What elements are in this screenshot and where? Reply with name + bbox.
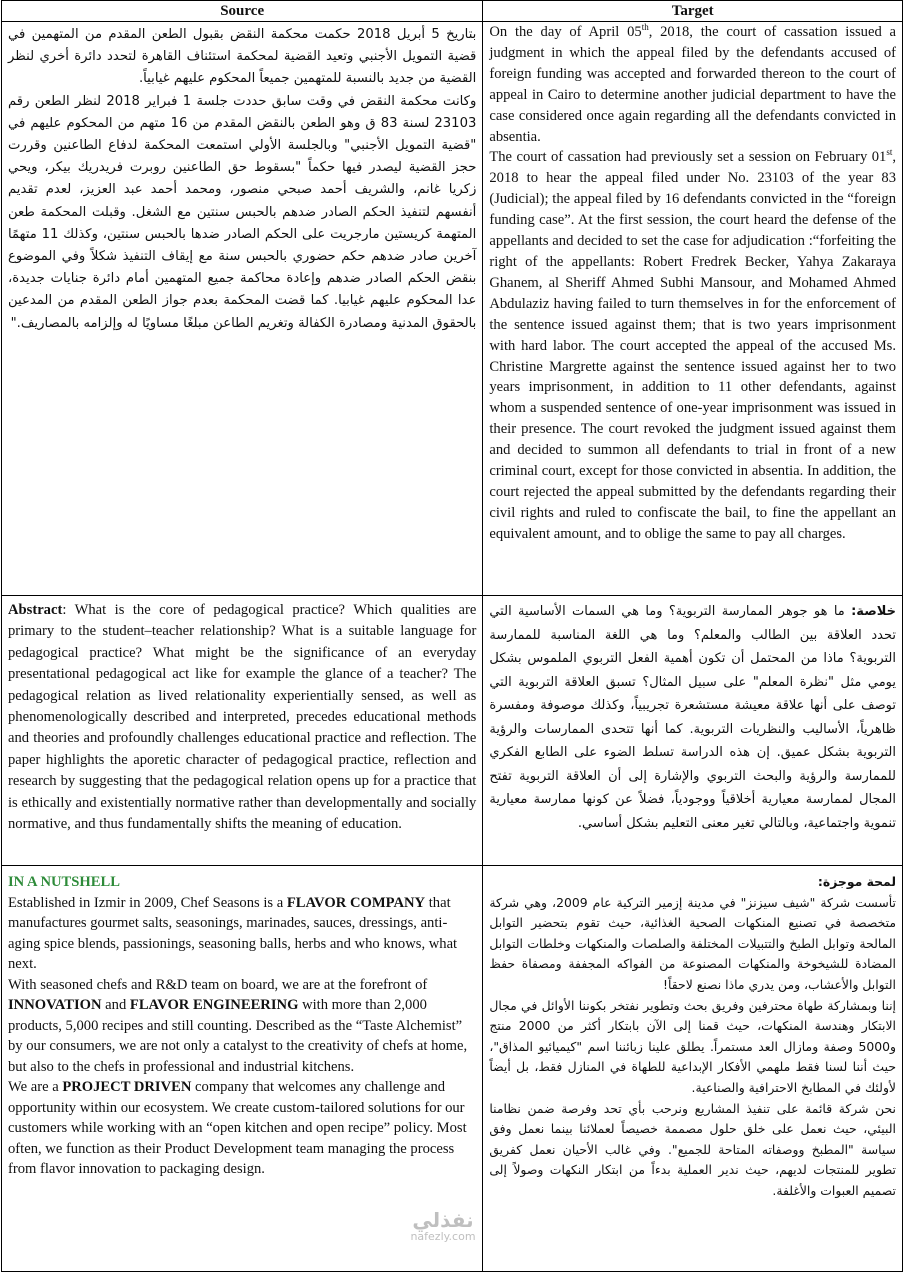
section-heading: IN A NUTSHELL	[8, 874, 120, 890]
source-paragraph: Established in Izmir in 2009, Chef Seasons is a FLAVOR COMPANY that manufactures gourmet salts, seasonings, marinades, sauces, dressings, anti-aging spice blends, passionings, seasoning balls, herbs and who knows, what next.	[8, 894, 458, 972]
target-paragraph: On the day of April 05th, 2018, the court of cassation issued a judgment in which the appeal filed by the defendants accused of foreign funding was accepted and forwarded thereon to the court of appeal in Cairo to determine another judicial department to have the case considered once again regarding all the defendants convicted in absentia.	[489, 22, 897, 145]
source-cell-arabic-legal	[2, 22, 483, 596]
target-header: Target	[483, 1, 903, 22]
translation-table	[1, 0, 903, 1272]
target-cell-abstract-arabic	[483, 596, 903, 866]
source-paragraph: بتاريخ 5 أبريل 2018 حكمت محكمة النقض بقبول الطعن المقدم من المتهمين في قضية التمويل الأجنبي وتعيد القضية لمحكمة استئناف القاهرة لتحدد دائرة أخري لنظر القضية من جديد بالنسبة للمتهمين جميعاً المحكوم عليهم غيابياً.	[8, 27, 477, 87]
abstract-label-arabic: خلاصة:	[851, 604, 896, 619]
target-paragraph: The court of cassation had previously set a session on February 01st, 2018 to hear the appeal filed under No. 23103 of the year 83 (Judicial); the appeal filed by 16 defendants convicted in the “foreign funding case”. At the first session, the court heard the defense of the appellants and decided to set the case for adjudication :“forfeiting the right of the appellants: Robert Fredrek Becker, Yahya Zakaraya Ghanem, al Sheriff Ahmed Subhi Mansour, and Mohamed Ahmed Abdulaziz having failed to turn themselves in for the enforcement of the sentence issued against them; that is two years imprisonment with hard labor. The court accepted the appeal of the accused Ms. Christine Margrette against the sentence issued against her to two years imprisonment, in addition to 11 other defendants, against whom a suspended sentence of one-year imprisonment was issued in their presence. The court revoked the judgment issued against them and decided to summon all defendants to trial in front of a new criminal court, except for those convicted in absentia. In addition, the court rejected the appeal submitted by the defendants regarding their civil rights and ruled to confiscate the bail, to fine the appellant an equivalent amount, and to oblige the same to pay all charges.	[489, 147, 896, 542]
source-paragraph: وكانت محكمة النقض في وقت سابق حددت جلسة 1 فبراير 2018 لنظر الطعن رقم 23103 لسنة 83 ق وهو الطعن بالنقض المقدم من 16 متهم من المحكوم عليهم في "قضية التمويل الأجنبي" وبالجلسة الأولي استمعت المحكمة لدفاع الطاعنين وقررت حجز القضية ليصدر فيها حكماً "بسقوط حق الطاعنين روبرت فريدريك بيكر، ويحي زكريا غانم، والشريف أحمد صبحي منصور، ومحمد أحمد عبد العزيز، لعدم تقديم أنفسهم لتنفيذ الحكم الصادر ضدهم بالحبس سنتين مع الشغل. وقبلت المحكمة طعن المتهمة كريستين مارجريت على الحكم الصادر ضدها بالحبس سنتين، وكذلك 11 متهمًا آخرين صادر ضدهم حكم حضوري بالحبس سنة مع إيقاف التنفيذ شكلاً وفي الموضوع بنقض الحكم الصادر ضدهم وإعادة محاكمة جميع المتهمين أمام دائرة جنايات جديدة، عدا المحكوم عليهم غيابيا. كما قضت المحكمة بعدم جواز الطعن المقدم من المدعين بالحقوق المدنية ومصادرة الكفالة وتغريم الطاعن مبلغًا مساويًا له وإلزامه بالمصاريف."	[8, 93, 477, 331]
target-paragraph: إننا وبمشاركة طهاة محترفين وفريق بحث وتطوير نفتخر بكوننا الأوائل في مجال الابتكار وهندسة المنكهات، حيث قمنا إلى الآن بابتكار أكثر من 2000 منتج و5000 وصفة ومازال العد مستمراً. يطلق علينا زبائننا اسم "كيميائيو المذاق"، حيث أننا لسنا فقط ملهمي الأفكار الإبداعية للطهاة في المنازل فقط، بل أيضاً لأولئك في المطابخ الاحترافية والصناعية.	[489, 997, 896, 1095]
target-cell-english-legal	[483, 22, 903, 596]
watermark-logo: نفذلي nafezly.com	[410, 1208, 476, 1243]
source-header: Source	[2, 1, 483, 22]
target-paragraph: تأسست شركة "شيف سيزنز" في مدينة إزمير التركية عام 2009، وهي شركة متخصصة في تصنيع المنكهات الصحية الغذائية، حيث تقوم بتحضير التوابل المالحة وتوابل الطبخ والتتبيلات المختلفة والصلصات والمنكهات وخلطات التوابل المضادة للشيخوخة والمنكهات المصنوعة من الفواكه المجففة ومصفاة حفظ التوابل والأعشاب، ومن يدري ماذا نصنع لاحقاً!	[489, 894, 897, 992]
table-row	[2, 22, 903, 596]
header-row	[2, 1, 903, 22]
source-paragraph: We are a PROJECT DRIVEN company that welcomes any challenge and opportunity within our ecosystem. We create custom-tailored solutions for our customers while working with an “open kitchen and open recipe” policy. Most often, we function as their Product Development team managing the process from flavor innovation to packaging design.	[8, 1079, 467, 1177]
abstract-text: : What is the core of pedagogical practice? Which qualities are primary to the student–teacher relationship? What is a suitable language for pedagogical practice? What might be the significance of an everyday presentational pedagogical act like for example the glance of a teacher? The pedagogical relation as lived relationality experientially sensed, as well as phenomenologically described and interpreted, precedes educational methods and theories and profoundly challenges educational practice and reflection. The paper highlights the aporetic character of pedagogical practice, reflection and research by suggesting that the pedagogical relation opens up for a practice that is ethically and existentially normative rather than developmentally and socially normative, and thus fundamentally shifts the meaning of education.	[8, 602, 477, 833]
abstract-label: Abstract	[8, 602, 63, 618]
abstract-text-arabic: ما هو جوهر الممارسة التربوية؟ وما هي السمات الأساسية التي تحدد العلاقة بين الطالب والمعلم؟ وما هي اللغة المناسبة للممارسة التربوية؟ ماذا من المحتمل أن تكون أهمية الفعل التربوي الملموس بشكل يومي مثل "نظرة المعلم" على سبيل المثال؟ تسبق العلاقة التربوية التي توصف على أنها علاقة معيشة مستشعرة تجريبياً، وكذلك موصوفة ومفسرة ظاهرياً، الأساليب والنظريات التربوية. كما أنها تتحدى الممارسات والرؤية التربوية بشكل عميق. إن هذه الدراسة تسلط الضوء على الطابع الفكري للممارسة والرؤية والبحث التربوي والإشارة إلى أن العلاقة التربوية تفتح المجال لممارسة معيارية أخلاقياً ووجودياً، فضلاً عن كونها ممارسة معيارية تنموية واجتماعية، وبالتالي تغير معنى التعليم بشكل أساسي.	[489, 604, 896, 831]
target-cell-company-profile-arabic	[483, 866, 903, 1272]
section-heading-arabic: لمحة موجزة:	[817, 874, 896, 889]
table-row	[2, 866, 903, 1272]
table-row	[2, 596, 903, 866]
target-paragraph: نحن شركة قائمة على تنفيذ المشاريع ونرحب بأي تحد وفرصة ضمن نظامنا البيئي، حيث نعمل على خلق حلول مصممة خصيصاً لعملائنا بينما نعمل وفق سياسة "المطبخ ووصفاته المتاحة للجميع". وفي غالب الأحيان نعمل كفريق تطوير للمنتجات لديهم، حيث ندير العملية بدءاً من ابتكار النكهات وصولاً إلى تصميم العبوات والأغلفة.	[489, 1100, 896, 1198]
source-cell-company-profile	[2, 866, 483, 1272]
source-cell-abstract	[2, 596, 483, 866]
source-paragraph: With seasoned chefs and R&D team on board, we are at the forefront of INNOVATION and FLAVOR ENGINEERING with more than 2,000 products, 5,000 recipes and still counting. Described as the “Taste Alchemist” by our consumers, we are not only a catalyst to the creativity of chefs at home, but also to the chefs in professional and industrial kitchens.	[8, 976, 468, 1075]
